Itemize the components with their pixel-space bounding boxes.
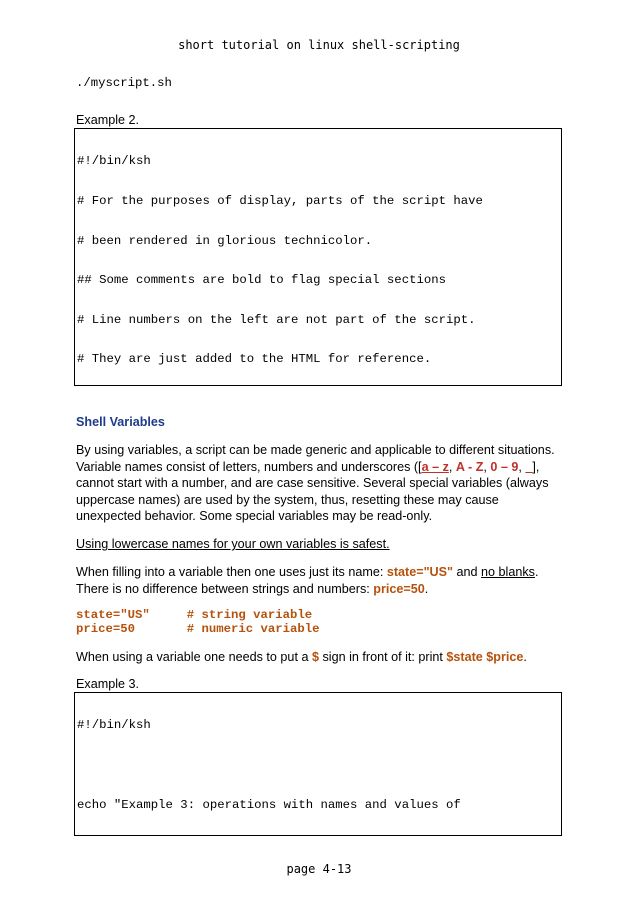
dollar-example: $state $price — [446, 650, 524, 664]
example-2-label: Example 2. — [76, 113, 139, 127]
example-3-code-box — [74, 692, 562, 836]
text: and — [453, 565, 482, 579]
dollar-sign: $ — [311, 650, 319, 664]
text: . — [424, 581, 429, 596]
code-line: # For the purposes of display, parts of the script have — [77, 194, 483, 208]
code-line: # Line numbers on the left are not part of the script. — [77, 312, 476, 327]
range-digits: 0 – 9 — [490, 459, 519, 474]
running-header: short tutorial on linux shell-scripting — [178, 38, 460, 52]
text: , — [483, 459, 487, 474]
text: There is no difference between strings and numbers: — [76, 581, 374, 596]
text: When using a variable one needs to put a — [76, 650, 312, 664]
assignment-example: state="US" — [386, 565, 454, 579]
run-command: ./myscript.sh — [76, 76, 172, 90]
lowercase-note: Using lowercase names for your own variables is safest. — [76, 537, 390, 551]
page-number: page 4-13 — [286, 862, 352, 876]
code-line: # They are just added to the HTML for reference. — [77, 352, 432, 367]
text: , — [448, 459, 456, 474]
code-line — [77, 759, 559, 772]
code-line: price=50 # numeric variable — [76, 622, 320, 636]
paragraph-dollar-sign — [76, 649, 562, 666]
paragraph-variable-names — [76, 442, 562, 525]
code-line: # been rendered in glorious technicolor. — [77, 233, 373, 248]
variable-code-snippet — [76, 608, 320, 636]
range-lowercase: a – z — [421, 459, 449, 474]
text: . — [534, 565, 539, 579]
code-line: #!/bin/ksh — [77, 154, 151, 169]
underscore-char: _ — [525, 459, 533, 474]
paragraph-assignment — [76, 564, 562, 597]
no-blanks-note: no blanks — [481, 565, 535, 579]
section-heading: Shell Variables — [76, 415, 165, 429]
range-uppercase: A - Z — [455, 459, 484, 474]
code-line: ## Some comments are bold to flag special sections — [77, 273, 446, 288]
text: . — [523, 650, 527, 664]
text: When filling into a variable then one uses just its name: — [76, 565, 387, 579]
code-line: #!/bin/ksh — [77, 718, 151, 733]
code-line: state="US" # string variable — [76, 608, 313, 622]
text: , — [518, 459, 526, 474]
text: sign in front of it: print — [318, 650, 447, 664]
text: By using variables, a script can be made generic and applicable to different situations. Variable names consist of letters, numbers and underscores ([ — [76, 443, 555, 474]
numeric-example: price=50 — [373, 581, 425, 596]
text: ], cannot start with a number, and are case sensitive. Several special variables (always uppercase names) are used by the system, thus, resetting these may cause unexpected behavior. Some special variables may be read-only. — [76, 459, 549, 524]
example-3-label: Example 3. — [76, 677, 139, 691]
code-line: echo "Example 3: operations with names and values of — [77, 797, 461, 812]
example-2-code-box — [74, 128, 562, 386]
